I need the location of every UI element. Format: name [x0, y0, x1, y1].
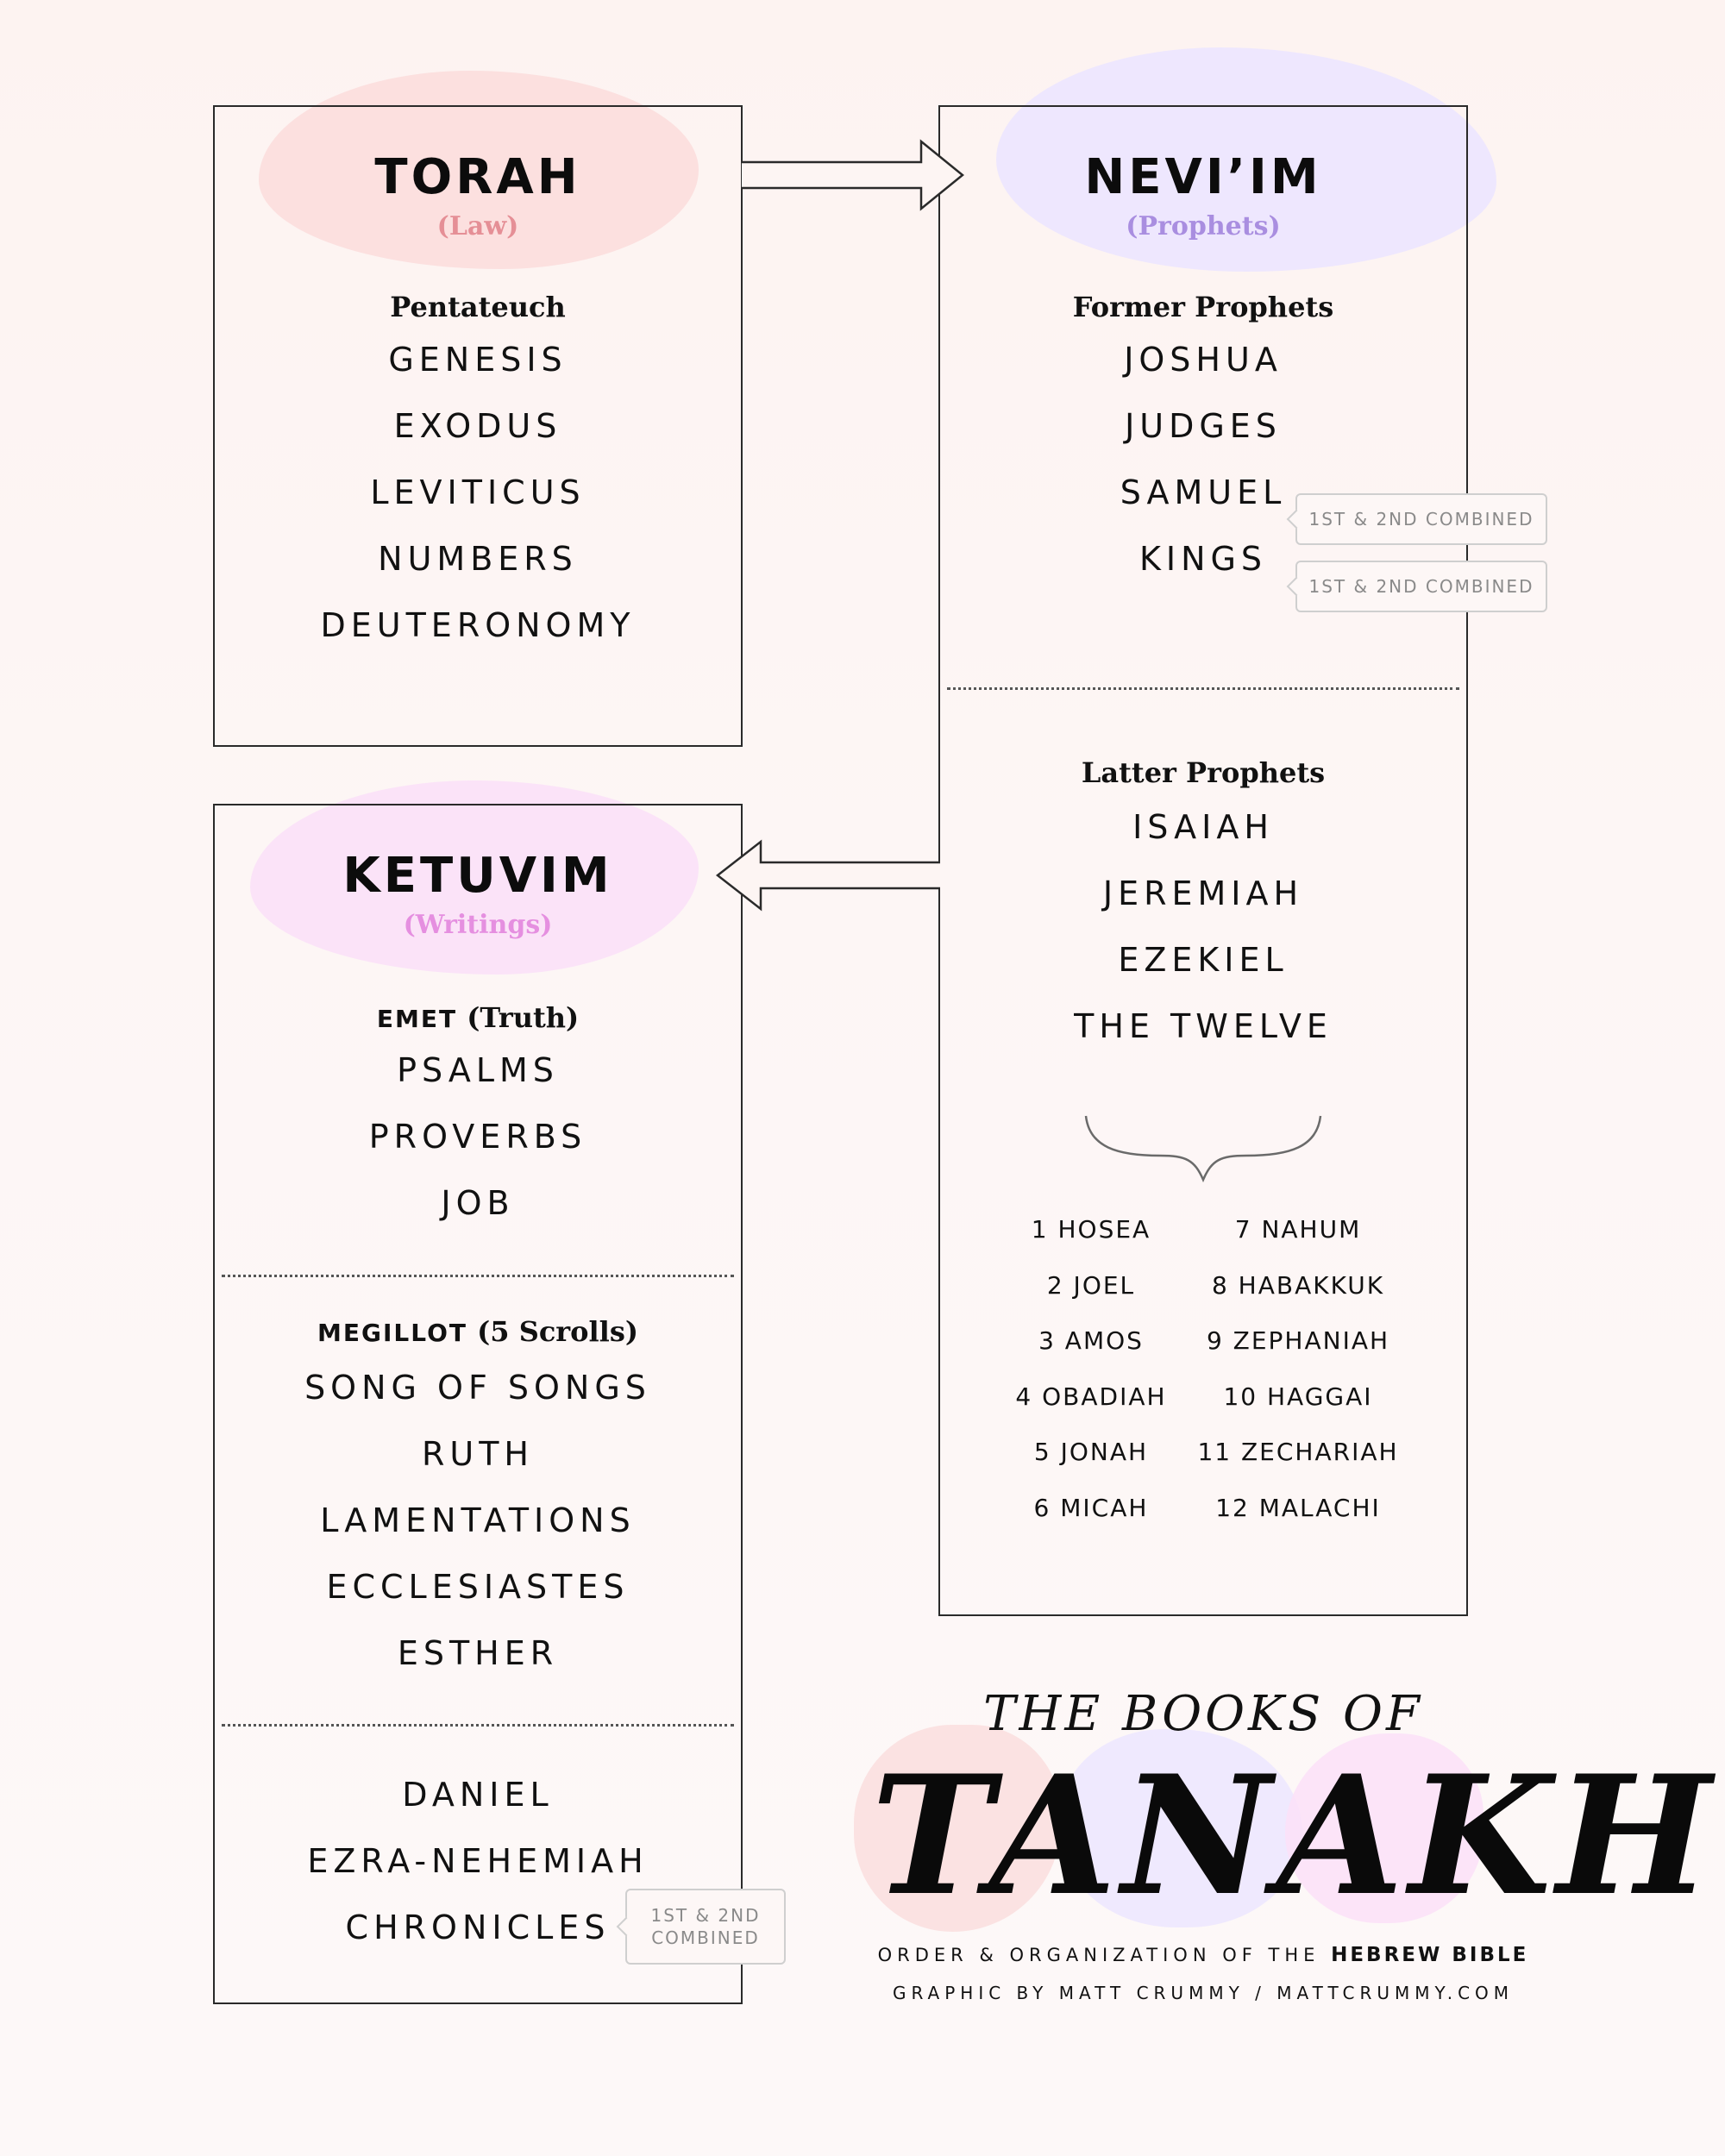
- minor-prophet-item: 3 AMOS: [1038, 1326, 1144, 1356]
- book-lamentations: LAMENTATIONS: [320, 1501, 636, 1539]
- book-ezra-nehemiah: EZRA-NEHEMIAH: [307, 1842, 649, 1880]
- title-block: [871, 1686, 1717, 2003]
- book-ezekiel: EZEKIEL: [1118, 941, 1289, 979]
- neviim-subtitle: (Prophets): [1126, 211, 1281, 241]
- minor-prophet-item: 10 HAGGAI: [1223, 1382, 1373, 1411]
- latter-prophets-list: [938, 808, 1468, 1076]
- minor-prophet-item: 8 HABAKKUK: [1211, 1270, 1385, 1300]
- chronicles-note-line-1: 1ST & 2ND: [650, 1905, 761, 1926]
- book-joshua: JOSHUA: [1124, 341, 1283, 379]
- book-the-twelve: THE TWELVE: [1074, 1007, 1333, 1045]
- ketuvim-column: [213, 804, 743, 1253]
- book-exodus: EXODUS: [393, 407, 562, 445]
- book-daniel: DANIEL: [402, 1776, 554, 1814]
- neviim-title: NEVI’IM: [1084, 149, 1322, 205]
- latter-prophets-heading: Latter Prophets: [1081, 756, 1326, 789]
- book-numbers: NUMBERS: [378, 540, 578, 578]
- book-ruth: RUTH: [421, 1435, 534, 1473]
- samuel-combined-note: 1ST & 2ND COMBINED: [1295, 493, 1547, 545]
- megillot-label: MEGILLOT: [317, 1319, 468, 1347]
- minor-prophet-item: 4 OBADIAH: [1015, 1382, 1167, 1411]
- megillot-column: [213, 1315, 743, 1703]
- book-proverbs: PROVERBS: [368, 1118, 587, 1156]
- minor-prophet-item: 7 NAHUM: [1234, 1215, 1362, 1244]
- emet-heading: [213, 1001, 743, 1034]
- curly-brace-icon: [1082, 1112, 1324, 1186]
- credit-line: GRAPHIC BY MATT CRUMMY / MATTCRUMMY.COM: [892, 1983, 1515, 2003]
- minor-prophet-item: 6 MICAH: [1033, 1493, 1149, 1522]
- book-isaiah: ISAIAH: [1132, 808, 1274, 846]
- book-samuel: SAMUEL: [1120, 473, 1287, 511]
- torah-subtitle: (Law): [436, 211, 519, 241]
- twelve-left-column: [992, 1215, 1190, 1552]
- pentateuch-heading: Pentateuch: [390, 291, 566, 323]
- former-prophets-heading: Former Prophets: [1072, 291, 1334, 323]
- megillot-translation: (5 Scrolls): [477, 1315, 638, 1348]
- neviim-to-ketuvim-arrow-icon: [714, 838, 942, 912]
- emet-translation: (Truth): [467, 1001, 580, 1034]
- title-main: TANAKH: [871, 1739, 1717, 1932]
- book-ecclesiastes: ECCLESIASTES: [326, 1568, 630, 1606]
- torah-book-list: [213, 343, 743, 675]
- book-deuteronomy: DEUTERONOMY: [320, 606, 636, 644]
- subtitle-prefix: ORDER & ORGANIZATION OF THE: [877, 1945, 1320, 1965]
- minor-prophet-item: 12 MALACHI: [1215, 1493, 1381, 1522]
- book-job: JOB: [441, 1184, 515, 1222]
- book-jeremiah: JEREMIAH: [1102, 874, 1304, 912]
- book-psalms: PSALMS: [397, 1051, 559, 1089]
- book-kings: KINGS: [1138, 540, 1268, 578]
- subtitle-emphasis: HEBREW BIBLE: [1331, 1944, 1529, 1966]
- title-top-line: THE BOOKS OF: [983, 1686, 1423, 1742]
- megillot-list: [213, 1371, 743, 1703]
- book-chronicles: CHRONICLES: [345, 1908, 611, 1946]
- subtitle-line: [871, 1946, 1535, 1965]
- chronicles-note-line-2: COMBINED: [651, 1927, 760, 1948]
- emet-list: [213, 1051, 743, 1253]
- emet-label: EMET: [376, 1005, 458, 1033]
- minor-prophet-item: 2 JOEL: [1046, 1270, 1136, 1300]
- kings-combined-note: 1ST & 2ND COMBINED: [1295, 561, 1547, 612]
- book-genesis: GENESIS: [388, 341, 568, 379]
- ketuvim-subtitle: (Writings): [403, 910, 553, 940]
- book-esther: ESTHER: [397, 1634, 559, 1672]
- minor-prophet-item: 9 ZEPHANIAH: [1206, 1326, 1390, 1356]
- minor-prophet-item: 5 JONAH: [1033, 1438, 1149, 1467]
- ketuvim-divider-2: [222, 1724, 734, 1727]
- torah-column: [213, 105, 743, 675]
- megillot-heading: [213, 1315, 743, 1348]
- neviim-divider: [947, 687, 1459, 690]
- book-judges: JUDGES: [1125, 407, 1282, 445]
- torah-to-neviim-arrow-icon: [740, 138, 966, 212]
- book-song-of-songs: SONG OF SONGS: [304, 1369, 651, 1407]
- book-leviticus: LEVITICUS: [370, 473, 586, 511]
- ketuvim-divider-1: [222, 1275, 734, 1277]
- minor-prophet-item: 1 HOSEA: [1031, 1215, 1151, 1244]
- chronicles-combined-note: [625, 1889, 786, 1965]
- neviim-latter-column: [938, 756, 1468, 1076]
- minor-prophet-item: 11 ZECHARIAH: [1197, 1438, 1399, 1467]
- torah-title: TORAH: [374, 149, 581, 205]
- ketuvim-title: KETUVIM: [342, 848, 613, 904]
- twelve-right-column: [1195, 1215, 1402, 1552]
